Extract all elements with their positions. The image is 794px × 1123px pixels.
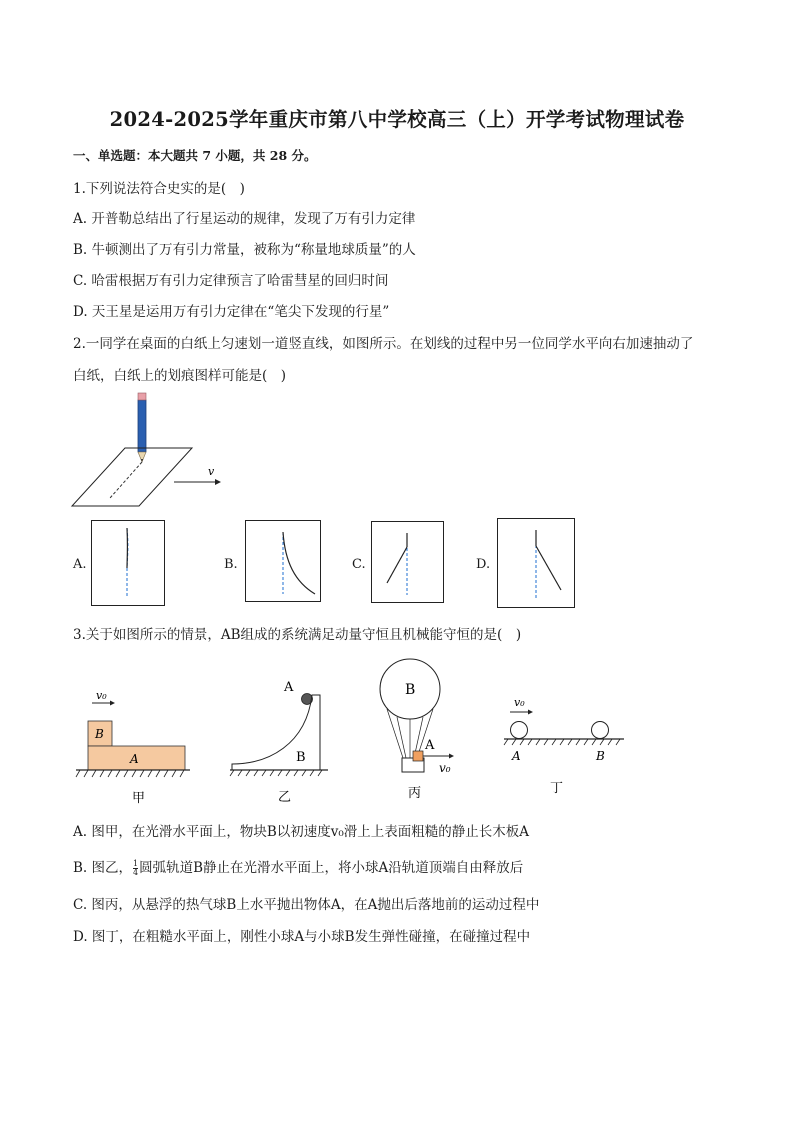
jia-b-label: B — [95, 727, 104, 741]
q2-option-b-label: B. — [224, 557, 238, 572]
q2-stem-line1: 2.一同学在桌面的白纸上匀速划一道竖直线，如图所示。在划线的过程中另一位同学水平向右加速抽动了 — [73, 336, 694, 352]
exam-title: 2024-2025学年重庆市第八中学校高三（上）开学考试物理试卷 — [109, 108, 685, 131]
q2-option-d-figure — [497, 518, 575, 608]
q3-option-b — [73, 856, 523, 877]
bing-caption: 丙 — [408, 786, 422, 801]
bing-a-label: A — [425, 738, 435, 753]
q3-figure-bing — [375, 655, 475, 805]
jia-caption: 甲 — [132, 791, 146, 806]
bing-b-label: B — [405, 682, 416, 698]
q1-option-a: A. 开普勒总结出了行星运动的规律，发现了万有引力定律 — [73, 211, 416, 227]
q2-option-b-figure — [245, 520, 321, 602]
q2-option-c-label: C. — [352, 557, 366, 572]
quarter-fraction — [133, 860, 138, 877]
pencil-icon — [138, 393, 146, 462]
ding-a-label: A — [512, 749, 521, 763]
jia-a-label: A — [130, 752, 139, 766]
jia-v0-label: v₀ — [96, 689, 107, 702]
q2-stem-line2: 白纸，白纸上的划痕图样可能是( ) — [73, 368, 287, 384]
q3-option-a: A. 图甲，在光滑水平面上，物块B以初速度v₀滑上上表面粗糙的静止长木板A — [73, 824, 530, 840]
q3-figure-jia — [72, 685, 192, 810]
ding-b-label: B — [596, 749, 605, 763]
q3-option-d: D. 图丁，在粗糙水平面上，刚性小球A与小球B发生弹性碰撞，在碰撞过程中 — [73, 929, 531, 945]
yi-a-label: A — [284, 680, 294, 695]
q3-option-b-prefix: B. 图乙， — [73, 860, 133, 876]
object-a — [413, 751, 423, 761]
q3-figure-ding — [500, 692, 630, 802]
q1-option-b: B. 牛顿测出了万有引力常量，被称为“称量地球质量”的人 — [73, 242, 416, 258]
q2-option-a-figure — [91, 520, 165, 606]
drawn-line — [110, 462, 142, 498]
bing-v0-label: v₀ — [439, 761, 451, 775]
yi-caption: 乙 — [278, 790, 292, 805]
q2-option-a-label: A. — [73, 557, 87, 572]
q1-option-d: D. 天王星是运用万有引力定律在“笔尖下发现的行星” — [73, 304, 390, 320]
ball-a — [511, 722, 528, 739]
ding-v0-label: v₀ — [514, 696, 525, 709]
paper-sheet — [72, 448, 192, 506]
quarter-arc-track — [232, 695, 320, 770]
q1-stem: 1.下列说法符合史实的是( ) — [73, 181, 245, 197]
q2-paper-figure — [70, 388, 270, 518]
section-heading: 一、单选题：本大题共 7 小题，共 28 分。 — [73, 148, 317, 163]
fraction-numerator: 1 — [133, 859, 139, 868]
q3-figure-yi — [228, 675, 338, 805]
fraction-denominator: 4 — [133, 868, 139, 877]
q2-option-d-label: D. — [476, 557, 491, 572]
ding-caption: 丁 — [550, 781, 564, 796]
q3-option-c: C. 图丙，从悬浮的热气球B上水平抛出物体A，在A抛出后落地前的运动过程中 — [73, 897, 540, 913]
q3-stem: 3.关于如图所示的情景，AB组成的系统满足动量守恒且机械能守恒的是( ) — [73, 627, 522, 643]
q2-option-c-figure — [371, 521, 444, 603]
velocity-label: v — [208, 465, 215, 478]
yi-b-label: B — [296, 750, 306, 765]
q1-option-c: C. 哈雷根据万有引力定律预言了哈雷彗星的回归时间 — [73, 273, 389, 289]
q3-option-b-text: 圆弧轨道B静止在光滑水平面上，将小球A沿轨道顶端自由释放后 — [139, 860, 524, 876]
ball-b — [592, 722, 609, 739]
